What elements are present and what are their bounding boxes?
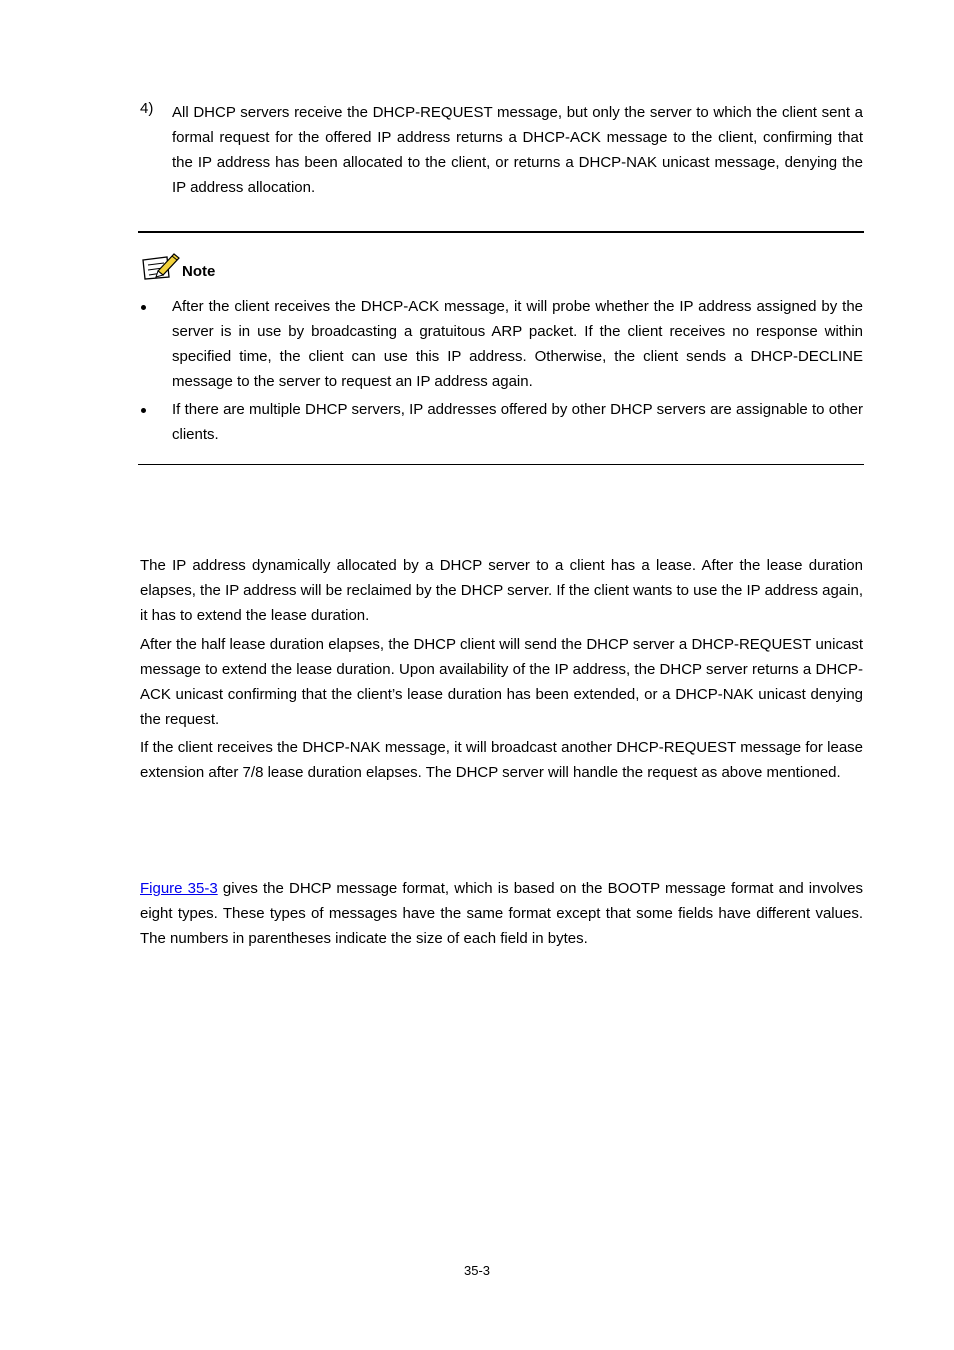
step-4 <box>140 100 863 200</box>
note-label: Note <box>182 263 216 280</box>
step-number: 4) <box>140 100 154 117</box>
bullet-icon <box>141 408 146 413</box>
note-pencil-icon <box>141 251 181 281</box>
note-item <box>140 294 863 394</box>
note-item <box>140 397 863 447</box>
note-item-text: If there are multiple DHCP servers, IP addresses offered by other DHCP servers are assignable to other clients. <box>172 401 863 443</box>
lease-paragraph-1: The IP address dynamically allocated by a DHCP server to a client has a lease. After the lease duration elapses, the IP address will be reclaimed by the DHCP server. If the client wants to use the IP address again, it has to extend the lease duration. <box>140 557 863 624</box>
note-top-rule <box>138 231 864 233</box>
figure-35-3-link[interactable]: Figure 35-3 <box>140 880 218 897</box>
step-text: All DHCP servers receive the DHCP-REQUEST message, but only the server to which the client sent a formal request for the offered IP address returns a DHCP-ACK message to the client, confirming that the IP address has been allocated to the client, or returns a DHCP-NAK unicast message, denying the IP address allocation. <box>172 104 863 196</box>
format-paragraph <box>140 876 863 951</box>
note-bottom-rule <box>138 464 864 465</box>
note-list <box>140 294 863 450</box>
lease-paragraph-2: After the half lease duration elapses, the DHCP client will send the DHCP server a DHCP-REQUEST unicast message to extend the lease duration. Upon availability of the IP address, the DHCP server returns a DHCP-ACK unicast confirming that the client’s lease duration has been extended, or a DHCP-NAK unicast denying the request. <box>140 636 863 728</box>
bullet-icon <box>141 305 146 310</box>
page-number: 35-3 <box>463 1263 491 1278</box>
format-paragraph-text: gives the DHCP message format, which is based on the BOOTP message format and involves eight types. These types of messages have the same format except that some fields have different values. The numbers in parentheses indicate the size of each field in bytes. <box>140 880 863 947</box>
note-item-text: After the client receives the DHCP-ACK message, it will probe whether the IP address assigned by the server is in use by broadcasting a gratuitous ARP packet. If the client receives no response within specified time, the client can use this IP address. Otherwise, the client sends a DHCP-DECLINE message to the server to request an IP address again. <box>172 298 863 390</box>
lease-paragraph-3: If the client receives the DHCP-NAK message, it will broadcast another DHCP-REQUEST message for lease extension after 7/8 lease duration elapses. The DHCP server will handle the request as above mentioned. <box>140 739 863 781</box>
